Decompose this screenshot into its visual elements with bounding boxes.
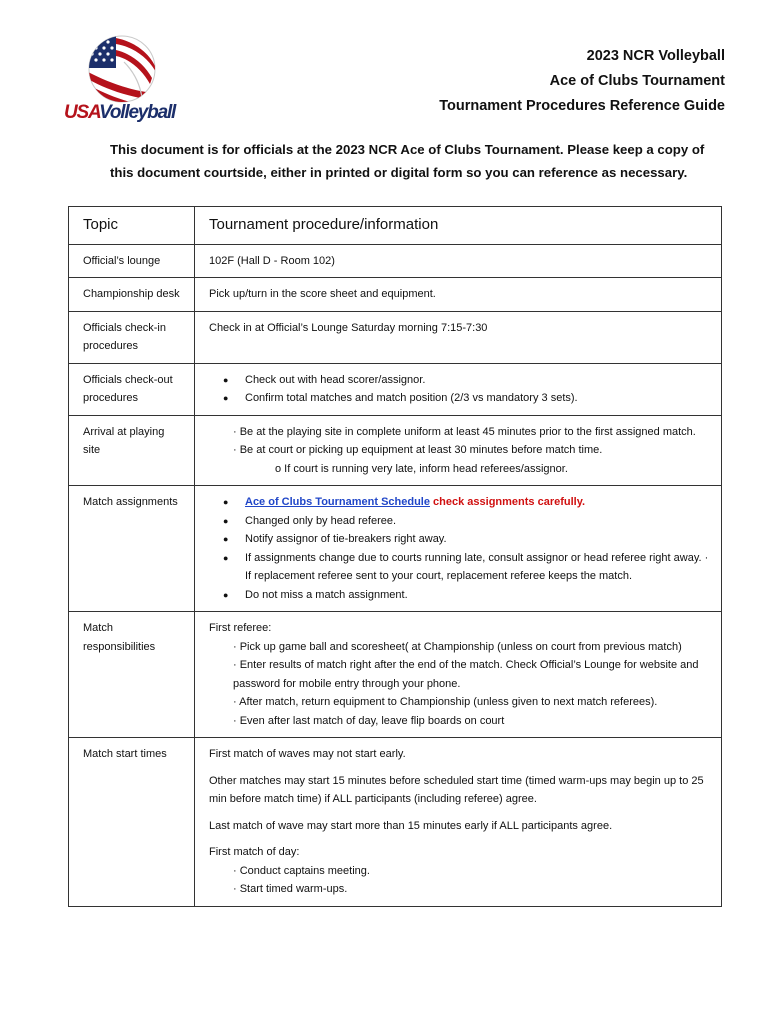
responsibility-line: · Even after last match of day, leave flip boards on court	[233, 714, 505, 727]
list-item: ● Confirm total matches and match position (2/3 vs mandatory 3 sets).	[223, 389, 711, 408]
info-cell: 102F (Hall D - Room 102)	[195, 244, 722, 278]
responsibility-line: · Enter results of match right after the end of the match. Check Official’s Lounge for website and password for mobile entry through your phone.	[233, 659, 699, 690]
info-cell	[195, 738, 722, 907]
bullet-list	[209, 371, 711, 408]
logo-wordmark	[64, 102, 176, 124]
list-item: ● If assignments change due to courts running late, consult assignor or head referee right away. · If replacement referee sent to your court, replacement referee keeps the match.	[223, 549, 711, 586]
title-line-3: Tournament Procedures Reference Guide	[439, 98, 725, 114]
topic-cell: Championship desk	[69, 278, 195, 312]
title-line-1: 2023 NCR Volleyball	[586, 48, 725, 64]
table-row	[69, 415, 722, 486]
topic-header: Topic	[69, 207, 195, 245]
start-paragraph: First match of waves may not start early.	[209, 748, 406, 760]
list-item: ● Notify assignor of tie-breakers right away.	[223, 530, 711, 549]
start-paragraph: Other matches may start 15 minutes before scheduled start time (timed warm-ups may begin up to 25 min before match time) if ALL participants (including referee) agree.	[209, 774, 704, 805]
topic-cell: Match assignments	[69, 486, 195, 612]
first-referee-label: First referee:	[209, 622, 272, 634]
info-cell	[195, 415, 722, 486]
topic-cell: Officials check-in procedures	[69, 311, 195, 363]
arrival-line: · Be at the playing site in complete uniform at least 45 minutes prior to the first assigned match.	[233, 425, 696, 438]
topic-cell: Match responsibilities	[69, 612, 195, 738]
info-cell	[195, 486, 722, 612]
bullet-list	[209, 493, 711, 604]
procedures-table	[68, 206, 722, 907]
topic-cell: Officials check-out procedures	[69, 363, 195, 415]
table-header-row	[69, 207, 722, 245]
arrival-line: · Be at court or picking up equipment at least 30 minutes before match time.	[233, 444, 603, 456]
title-line-2: Ace of Clubs Tournament	[549, 73, 725, 89]
schedule-link[interactable]: Ace of Clubs Tournament Schedule	[245, 496, 430, 508]
topic-cell: Official’s lounge	[69, 244, 195, 278]
info-cell: Check in at Official’s Lounge Saturday morning 7:15-7:30	[195, 311, 722, 363]
info-cell: Pick up/turn in the score sheet and equipment.	[195, 278, 722, 312]
topic-cell: Match start times	[69, 738, 195, 907]
first-match-label: First match of day:	[209, 846, 300, 858]
table-row	[69, 311, 722, 363]
table-row	[69, 612, 722, 738]
first-match-step: · Start timed warm-ups.	[233, 883, 348, 895]
list-item	[223, 493, 711, 512]
table-row	[69, 278, 722, 312]
arrival-subline: o If court is running very late, inform head referees/assignor.	[275, 462, 568, 475]
document-title	[439, 44, 725, 119]
logo-usa-text: USA	[64, 102, 100, 123]
table-row	[69, 486, 722, 612]
usa-volleyball-logo	[64, 32, 176, 130]
table-row	[69, 363, 722, 415]
list-item: ● Do not miss a match assignment.	[223, 586, 711, 605]
responsibility-line: · After match, return equipment to Championship (unless given to next match referees).	[233, 696, 658, 708]
intro-paragraph: This document is for officials at the 2023 NCR Ace of Clubs Tournament. Please keep a copy of this document courtside, either in printed or digital form so you can reference as necessary.	[110, 142, 705, 180]
volleyball-flag-icon	[64, 32, 176, 104]
table-row	[69, 244, 722, 278]
responsibility-line: · Pick up game ball and scoresheet( at Championship (unless on court from previous match)	[233, 640, 682, 653]
start-paragraph	[209, 843, 711, 899]
check-note: check assignments carefully.	[430, 496, 586, 508]
list-item: ● Changed only by head referee.	[223, 512, 711, 531]
logo-volleyball-text: Volleyball	[99, 102, 176, 123]
table-row	[69, 738, 722, 907]
first-match-step: · Conduct captains meeting.	[233, 864, 370, 877]
topic-cell: Arrival at playing site	[69, 415, 195, 486]
start-paragraph: Last match of wave may start more than 15 minutes early if ALL participants agree.	[209, 819, 613, 832]
list-item: ● Check out with head scorer/assignor.	[223, 371, 711, 390]
info-cell	[195, 363, 722, 415]
info-cell	[195, 612, 722, 738]
info-header: Tournament procedure/information	[195, 207, 722, 245]
